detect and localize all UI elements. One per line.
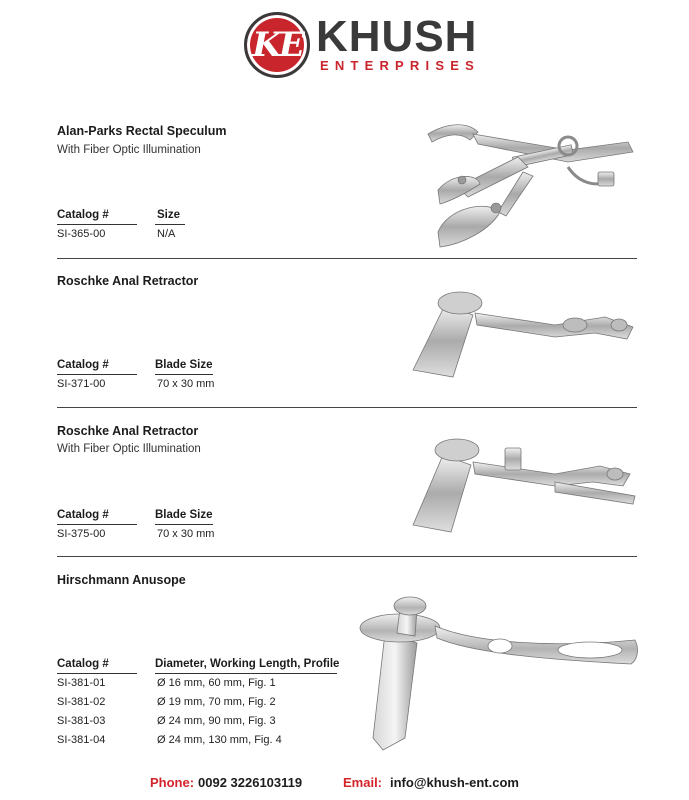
- brand-subtitle: ENTERPRISES: [320, 58, 480, 73]
- header-underline: [57, 374, 137, 375]
- brand-name: KHUSH: [316, 12, 478, 61]
- section-divider: [57, 407, 637, 408]
- phone-label: Phone:: [150, 775, 195, 790]
- rectal-speculum-icon: [418, 112, 648, 252]
- catalog-column-header: Catalog #: [57, 509, 109, 521]
- header-underline: [155, 374, 213, 375]
- product-subtitle: With Fiber Optic Illumination: [57, 443, 201, 455]
- spec-value: Ø 19 mm, 70 mm, Fig. 2: [157, 696, 276, 708]
- size-value: N/A: [157, 228, 176, 240]
- anoscope-icon: [355, 588, 645, 758]
- product-title: Hirschmann Anusope: [57, 573, 186, 587]
- catalog-column-header: Catalog #: [57, 209, 109, 221]
- product-title: Roschke Anal Retractor: [57, 274, 199, 288]
- anal-retractor-fiber-optic-icon: [405, 430, 645, 540]
- catalog-number: SI-381-04: [57, 734, 106, 746]
- phone-number[interactable]: 0092 3226103119: [198, 775, 303, 790]
- catalog-number: SI-365-00: [57, 228, 106, 240]
- header-underline: [57, 673, 137, 674]
- catalog-number: SI-381-03: [57, 715, 106, 727]
- spec-value: Ø 24 mm, 130 mm, Fig. 4: [157, 734, 282, 746]
- spec-value: Ø 24 mm, 90 mm, Fig. 3: [157, 715, 276, 727]
- footer-contact: [0, 772, 689, 794]
- header: [0, 0, 689, 100]
- blade-size-column-header: Blade Size: [155, 359, 213, 371]
- catalog-column-header: Catalog #: [57, 359, 109, 371]
- catalog-number: SI-381-02: [57, 696, 106, 708]
- product-title: Roschke Anal Retractor: [57, 424, 199, 438]
- diameter-column-header: Diameter, Working Length, Profile: [155, 658, 340, 670]
- header-underline: [57, 224, 137, 225]
- blade-size-column-header: Blade Size: [155, 509, 213, 521]
- catalog-column-header: Catalog #: [57, 658, 109, 670]
- brand-logo: [244, 12, 310, 78]
- email-label: Email:: [343, 775, 383, 790]
- blade-size-value: 70 x 30 mm: [157, 378, 215, 390]
- catalog-number: SI-371-00: [57, 378, 106, 390]
- catalog-number: SI-375-00: [57, 528, 106, 540]
- size-column-header: Size: [157, 209, 181, 221]
- header-underline: [57, 524, 137, 525]
- blade-size-value: 70 x 30 mm: [157, 528, 215, 540]
- section-divider: [57, 556, 637, 557]
- product-title: Alan-Parks Rectal Speculum: [57, 124, 227, 138]
- product-subtitle: With Fiber Optic Illumination: [57, 144, 201, 156]
- catalog-number: SI-381-01: [57, 677, 106, 689]
- spec-value: Ø 16 mm, 60 mm, Fig. 1: [157, 677, 276, 689]
- header-underline: [155, 224, 185, 225]
- email-address[interactable]: info@khush-ent.com: [390, 775, 519, 790]
- section-divider: [57, 258, 637, 259]
- header-underline: [155, 524, 213, 525]
- anal-retractor-icon: [405, 285, 645, 385]
- brand-logo-mark: KE: [252, 25, 302, 65]
- header-underline: [155, 673, 337, 674]
